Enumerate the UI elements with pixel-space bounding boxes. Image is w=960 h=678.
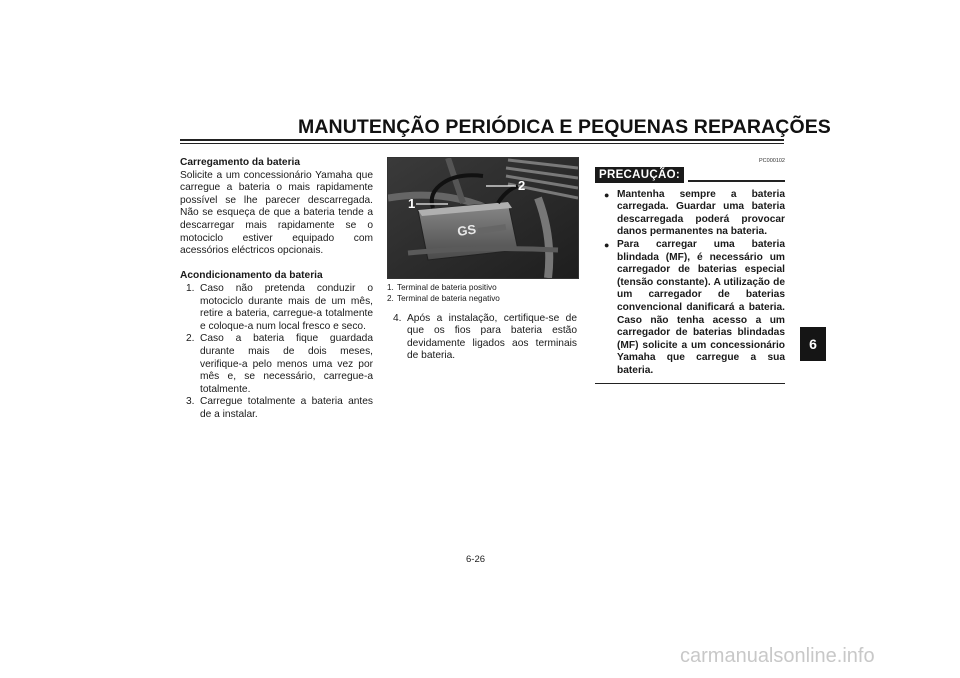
- right-column: [595, 157, 785, 384]
- install-step-4: [387, 313, 577, 363]
- charging-text: Solicite a um concessionário Yamaha que carregue a bateria o mais rapidamente possível se lhe parecer descarregada. Não se esqueça de que a bateria tende a descarregar mais rapidamente se o motociclo estiver equipado com acessórios eléctricos opcionais.: [180, 169, 373, 257]
- charging-heading: Carregamento da bateria: [180, 157, 301, 168]
- caution-body: [595, 189, 785, 378]
- left-column: [180, 157, 373, 421]
- step-number: 2.: [186, 333, 195, 345]
- step-text: Carregue totalmente a bateria antes de a instalar.: [200, 396, 373, 420]
- battery-photo-illustration: [388, 158, 578, 278]
- chapter-tab: 6: [800, 327, 826, 361]
- bullet-icon: ●: [604, 239, 610, 250]
- step-text: Caso a bateria fique guardada durante mais de dois meses, verifique-a pelo menos uma vez por mês e, se necessário, carregue-a totalmente.: [200, 333, 373, 395]
- storage-heading: Acondicionamento da bateria: [180, 270, 323, 282]
- install-steps: [387, 313, 577, 363]
- battery-brand-label: GS: [456, 221, 478, 239]
- step-number: 1.: [186, 282, 195, 294]
- reference-code: PC000102: [759, 158, 785, 164]
- caution-item: ● Para carregar uma bateria blindada (MF), é necessário um carregador de baterias especial (tensão constante). A utilização de um carregador de baterias convencional danificará a bateria. Caso não tenha acesso a um carregador de baterias blindadas (MF) solicite a um concessionário Yamaha que carregue a sua bateria.: [604, 238, 785, 376]
- middle-column: [387, 157, 577, 363]
- bullet-icon: ●: [604, 189, 610, 200]
- storage-step-2: [180, 333, 373, 396]
- caution-bottom-rule: [595, 383, 785, 384]
- storage-step-3: [180, 396, 373, 421]
- caution-header: [595, 167, 785, 183]
- battery-photo: [387, 157, 579, 279]
- page-title: MANUTENÇÃO PERIÓDICA E PEQUENAS REPARAÇÕES: [298, 116, 831, 138]
- caution-header-rule: [688, 180, 785, 181]
- page-number: 6-26: [466, 554, 486, 565]
- storage-steps: [180, 283, 373, 422]
- step-number: 4.: [393, 312, 402, 324]
- header-rule-thick: [180, 139, 784, 141]
- callout-2: 2: [518, 178, 526, 193]
- caution-label: PRECAUÇÃO:: [595, 167, 684, 183]
- caution-item: ● Mantenha sempre a bateria carregada. Guardar uma bateria descarregada poderá provocar danos permanentes na bateria.: [604, 188, 785, 238]
- caption-2: 2. Terminal de bateria negativo: [387, 293, 500, 303]
- callout-1: 1: [408, 196, 416, 211]
- storage-step-1: [180, 283, 373, 333]
- step-text: Após a instalação, certifique-se de que os fios para bateria estão devidamente ligados aos terminais de bateria.: [407, 312, 577, 362]
- header-rule-thin: [180, 143, 784, 144]
- figure-captions: [387, 283, 577, 305]
- caption-1: 1. Terminal de bateria positivo: [387, 283, 497, 292]
- step-text: Caso não pretenda conduzir o motociclo durante mais de um mês, retire a bateria, carregue-a totalmente e coloque-a num local fresco e seco.: [200, 282, 373, 332]
- step-number: 3.: [186, 396, 195, 408]
- watermark: carmanualsonline.info: [680, 645, 875, 667]
